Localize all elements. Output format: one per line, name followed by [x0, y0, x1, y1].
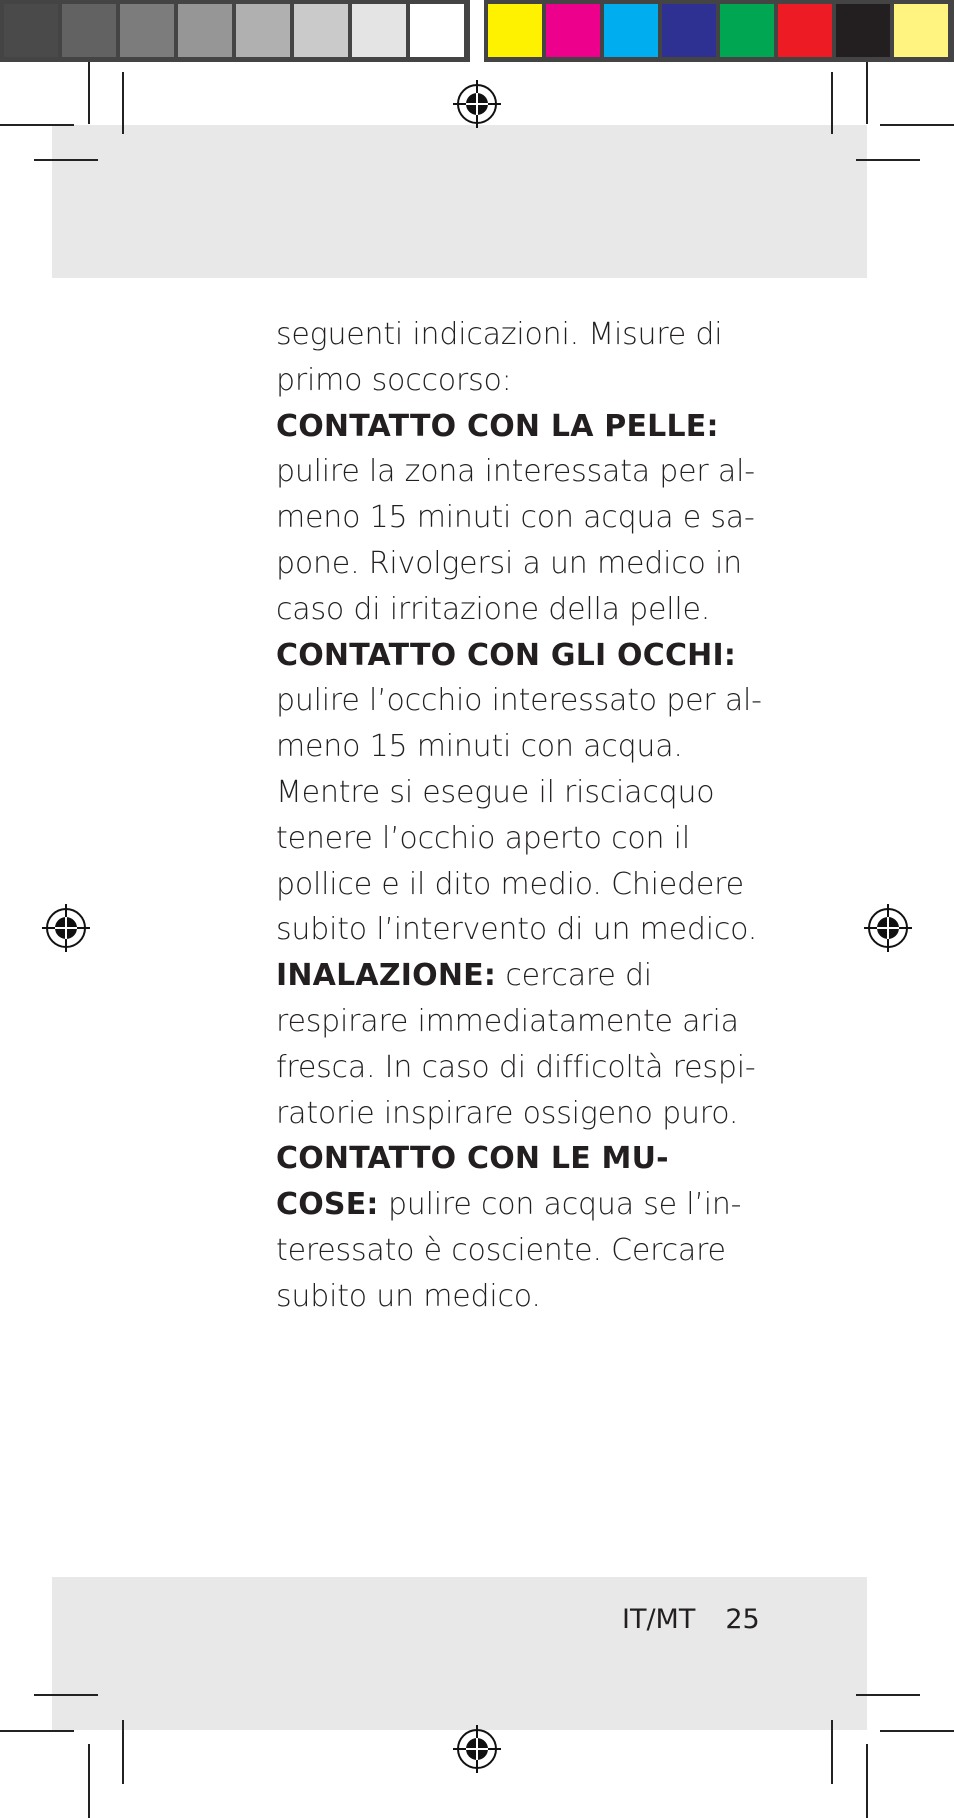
gray-swatch-8: [410, 4, 464, 57]
heading-text: CONTATTO CON GLI OCCHI:: [276, 637, 737, 673]
green-swatch: [720, 4, 774, 57]
gray-swatch-3: [120, 4, 174, 57]
crop-mark: [122, 72, 124, 134]
page-footer: [622, 1604, 760, 1635]
skin-contact-heading: [276, 404, 776, 450]
header-band: [52, 125, 867, 278]
body-line: caso di irritazione della pelle.: [276, 591, 711, 627]
eye-contact-heading: [276, 633, 776, 679]
registration-mark-icon: [42, 904, 90, 952]
crop-mark: [880, 124, 954, 126]
color-calibration-bar: [0, 0, 954, 62]
body-line: respirare immediatamente aria: [276, 1003, 739, 1039]
body-text: cercare di: [496, 958, 652, 994]
crop-mark: [0, 1730, 74, 1732]
crop-mark: [88, 1744, 90, 1818]
registration-mark-icon: [453, 80, 501, 128]
yellow-swatch: [488, 4, 542, 57]
magenta-swatch: [546, 4, 600, 57]
body-line: fresca. In caso di difficoltà respi-: [276, 1049, 756, 1085]
red-swatch: [778, 4, 832, 57]
inhalation-heading: INALAZIONE:: [276, 958, 497, 994]
crop-mark: [831, 1720, 833, 1784]
grayscale-strip: [0, 0, 470, 62]
footer-band: [52, 1577, 867, 1730]
body-line: Mentre si esegue il risciacquo: [276, 774, 715, 810]
crop-mark: [856, 159, 920, 161]
crop-mark: [88, 62, 90, 124]
body-line: meno 15 minuti con acqua e sa-: [276, 500, 755, 536]
gray-swatch-4: [178, 4, 232, 57]
heading-text: CONTATTO CON LE MU-: [276, 1141, 669, 1177]
crop-mark: [831, 72, 833, 134]
body-line: pone. Rivolgersi a un medico in: [276, 545, 742, 581]
gray-swatch-7: [352, 4, 406, 57]
body-line: pulire la zona interessata per al-: [276, 454, 755, 490]
crop-mark: [122, 1720, 124, 1784]
page-number: 25: [725, 1604, 760, 1635]
inhalation-line: [276, 953, 776, 999]
body-line: primo soccorso:: [276, 362, 512, 398]
heading-text: COSE:: [276, 1187, 379, 1223]
body-line: pollice e il dito medio. Chiedere: [276, 866, 744, 902]
crop-mark: [866, 62, 868, 124]
body-line: teressato è cosciente. Cercare: [276, 1232, 726, 1268]
process-color-strip: [484, 0, 954, 62]
mucosa-heading: [276, 1136, 776, 1182]
language-code: IT/MT: [622, 1604, 696, 1635]
body-line: tenere l’occhio aperto con il: [276, 820, 690, 856]
registration-mark-icon: [864, 904, 912, 952]
blue-swatch: [662, 4, 716, 57]
first-aid-instructions: [276, 312, 776, 1320]
body-line: seguenti indicazioni. Misure di: [276, 317, 723, 352]
crop-mark: [34, 159, 98, 161]
crop-mark: [866, 1744, 868, 1818]
cyan-swatch: [604, 4, 658, 57]
registration-mark-icon: [453, 1725, 501, 1773]
mucosa-line: [276, 1182, 776, 1228]
black-swatch: [836, 4, 890, 57]
gray-swatch-6: [294, 4, 348, 57]
body-line: subito l’intervento di un medico.: [276, 912, 758, 948]
crop-mark: [34, 1694, 98, 1696]
light-yellow-swatch: [894, 4, 948, 57]
gray-swatch-5: [236, 4, 290, 57]
body-text: pulire con acqua se l’in-: [378, 1187, 742, 1223]
gray-swatch-2: [62, 4, 116, 57]
body-line: ratorie inspirare ossigeno puro.: [276, 1095, 739, 1131]
body-line: meno 15 minuti con acqua.: [276, 729, 683, 765]
body-line: subito un medico.: [276, 1278, 541, 1314]
crop-mark: [880, 1730, 954, 1732]
crop-mark: [856, 1694, 920, 1696]
heading-text: CONTATTO CON LA PELLE:: [276, 408, 719, 444]
body-line: pulire l’occhio interessato per al-: [276, 683, 762, 719]
crop-mark: [0, 124, 74, 126]
gray-swatch-1: [4, 4, 58, 57]
